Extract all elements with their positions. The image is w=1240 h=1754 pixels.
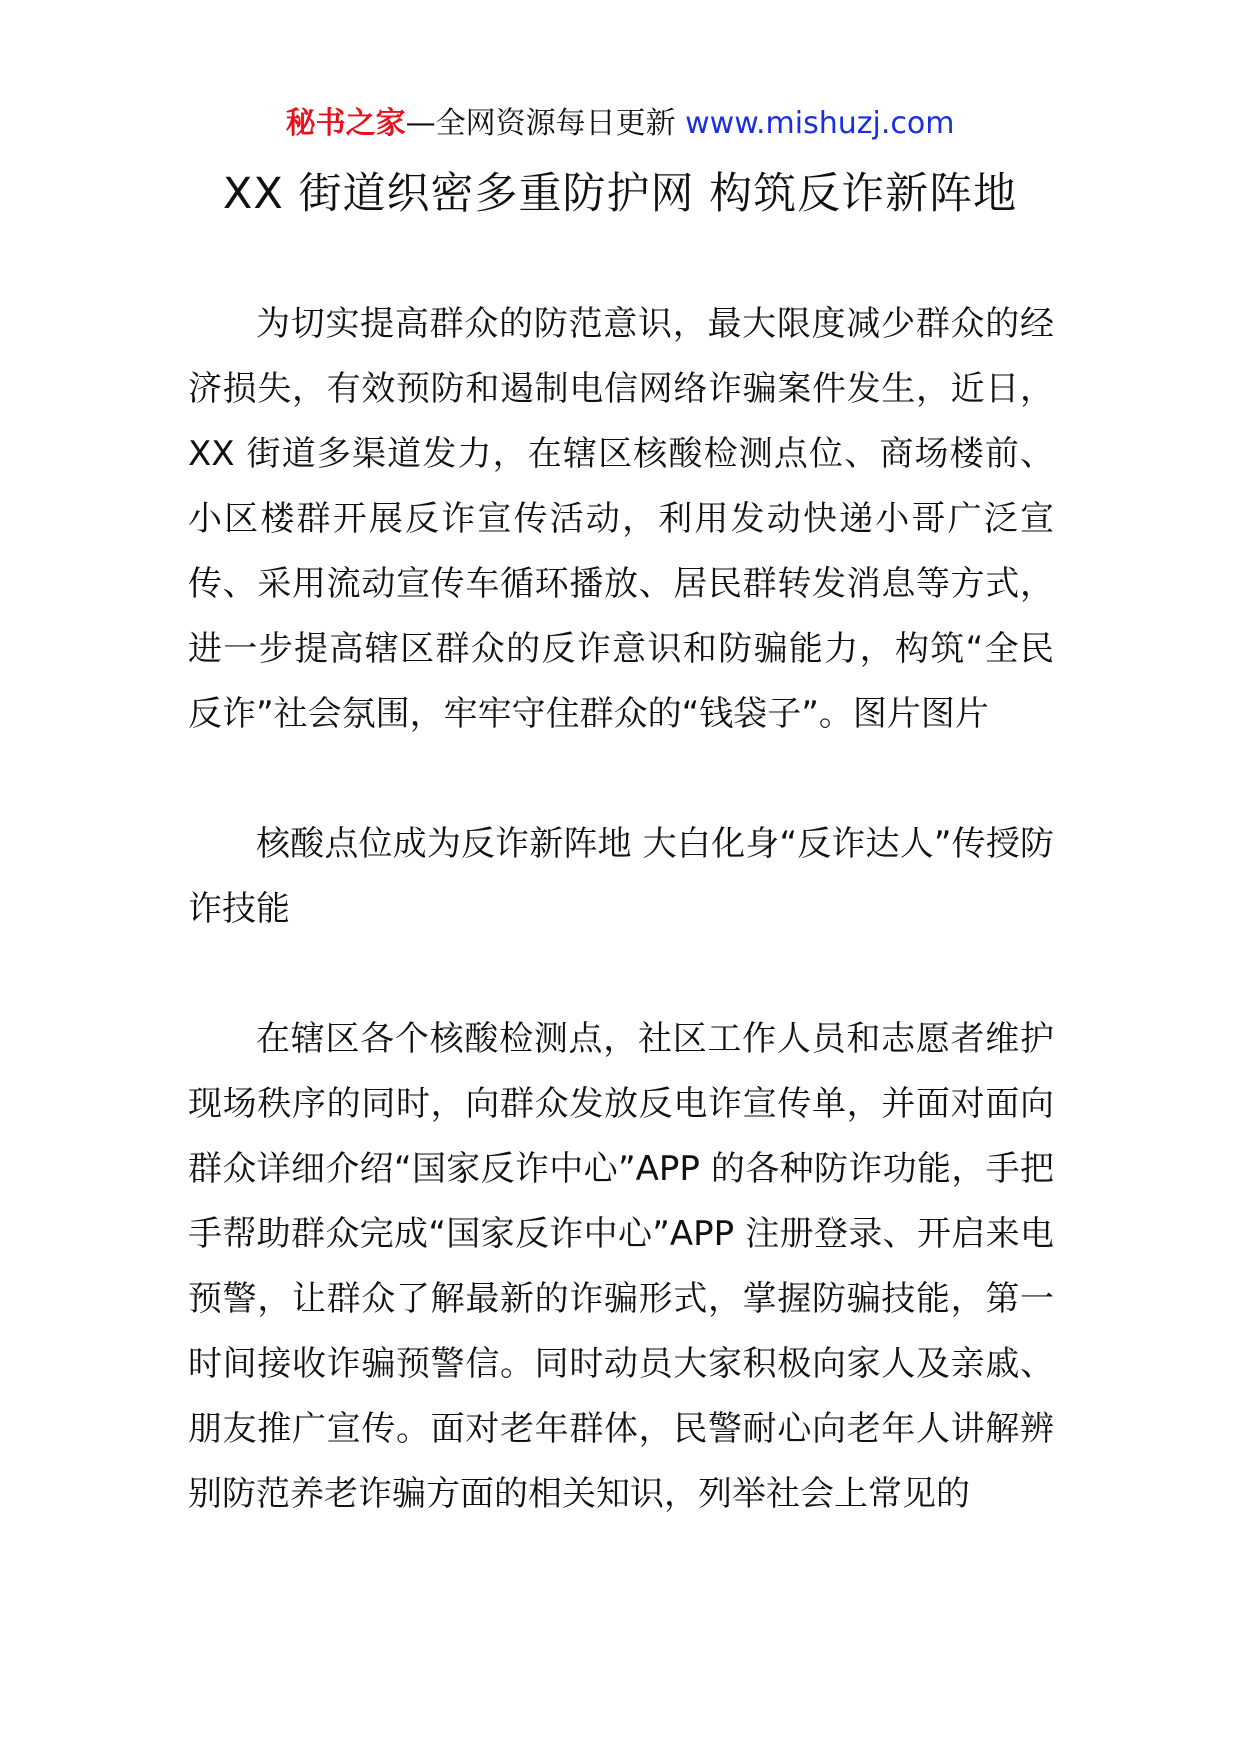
paragraph-detail: 在辖区各个核酸检测点，社区工作人员和志愿者维护现场秩序的同时，向群众发放反电诈宣传单，并面对面向群众详细介绍“国家反诈中心”APP 的各种防诈功能，手把手帮助群众完成“国家反诈中心”APP 注册登录、开启来电预警，让群众了解最新的诈骗形式，掌握防骗技能，第一时间接收诈骗预警信。同时动员大家积极向家人及亲戚、朋友推广宣传。面对老年群体，民警耐心向老年人讲解辨别防范养老诈骗方面的相关知识，列举社会上常见的 <box>188 1019 1054 1514</box>
section-heading: 核酸点位成为反诈新阵地 大白化身“反诈达人”传授防诈技能 <box>188 824 1054 929</box>
document-title: XX 街道织密多重防护网 构筑反诈新阵地 <box>222 169 1018 219</box>
brand-name: 秘书之家 <box>285 106 406 141</box>
header-tagline: —全网资源每日更新 <box>405 106 676 141</box>
paragraph-intro: 为切实提高群众的防范意识，最大限度减少群众的经济损失，有效预防和遏制电信网络诈骗案件发生，近日，XX 街道多渠道发力，在辖区核酸检测点位、商场楼前、小区楼群开展反诈宣传活动，利用发动快递小哥广泛宣传、采用流动宣传车循环播放、居民群转发消息等方式，进一步提高辖区群众的反诈意识和防骗能力，构筑“全民反诈”社会氛围，牢牢守住群众的“钱袋子”。图片图片 <box>188 304 1054 734</box>
document-body <box>188 292 1054 1592</box>
site-url-link[interactable]: www.mishuzj.com <box>685 106 955 141</box>
site-header <box>0 104 1240 144</box>
